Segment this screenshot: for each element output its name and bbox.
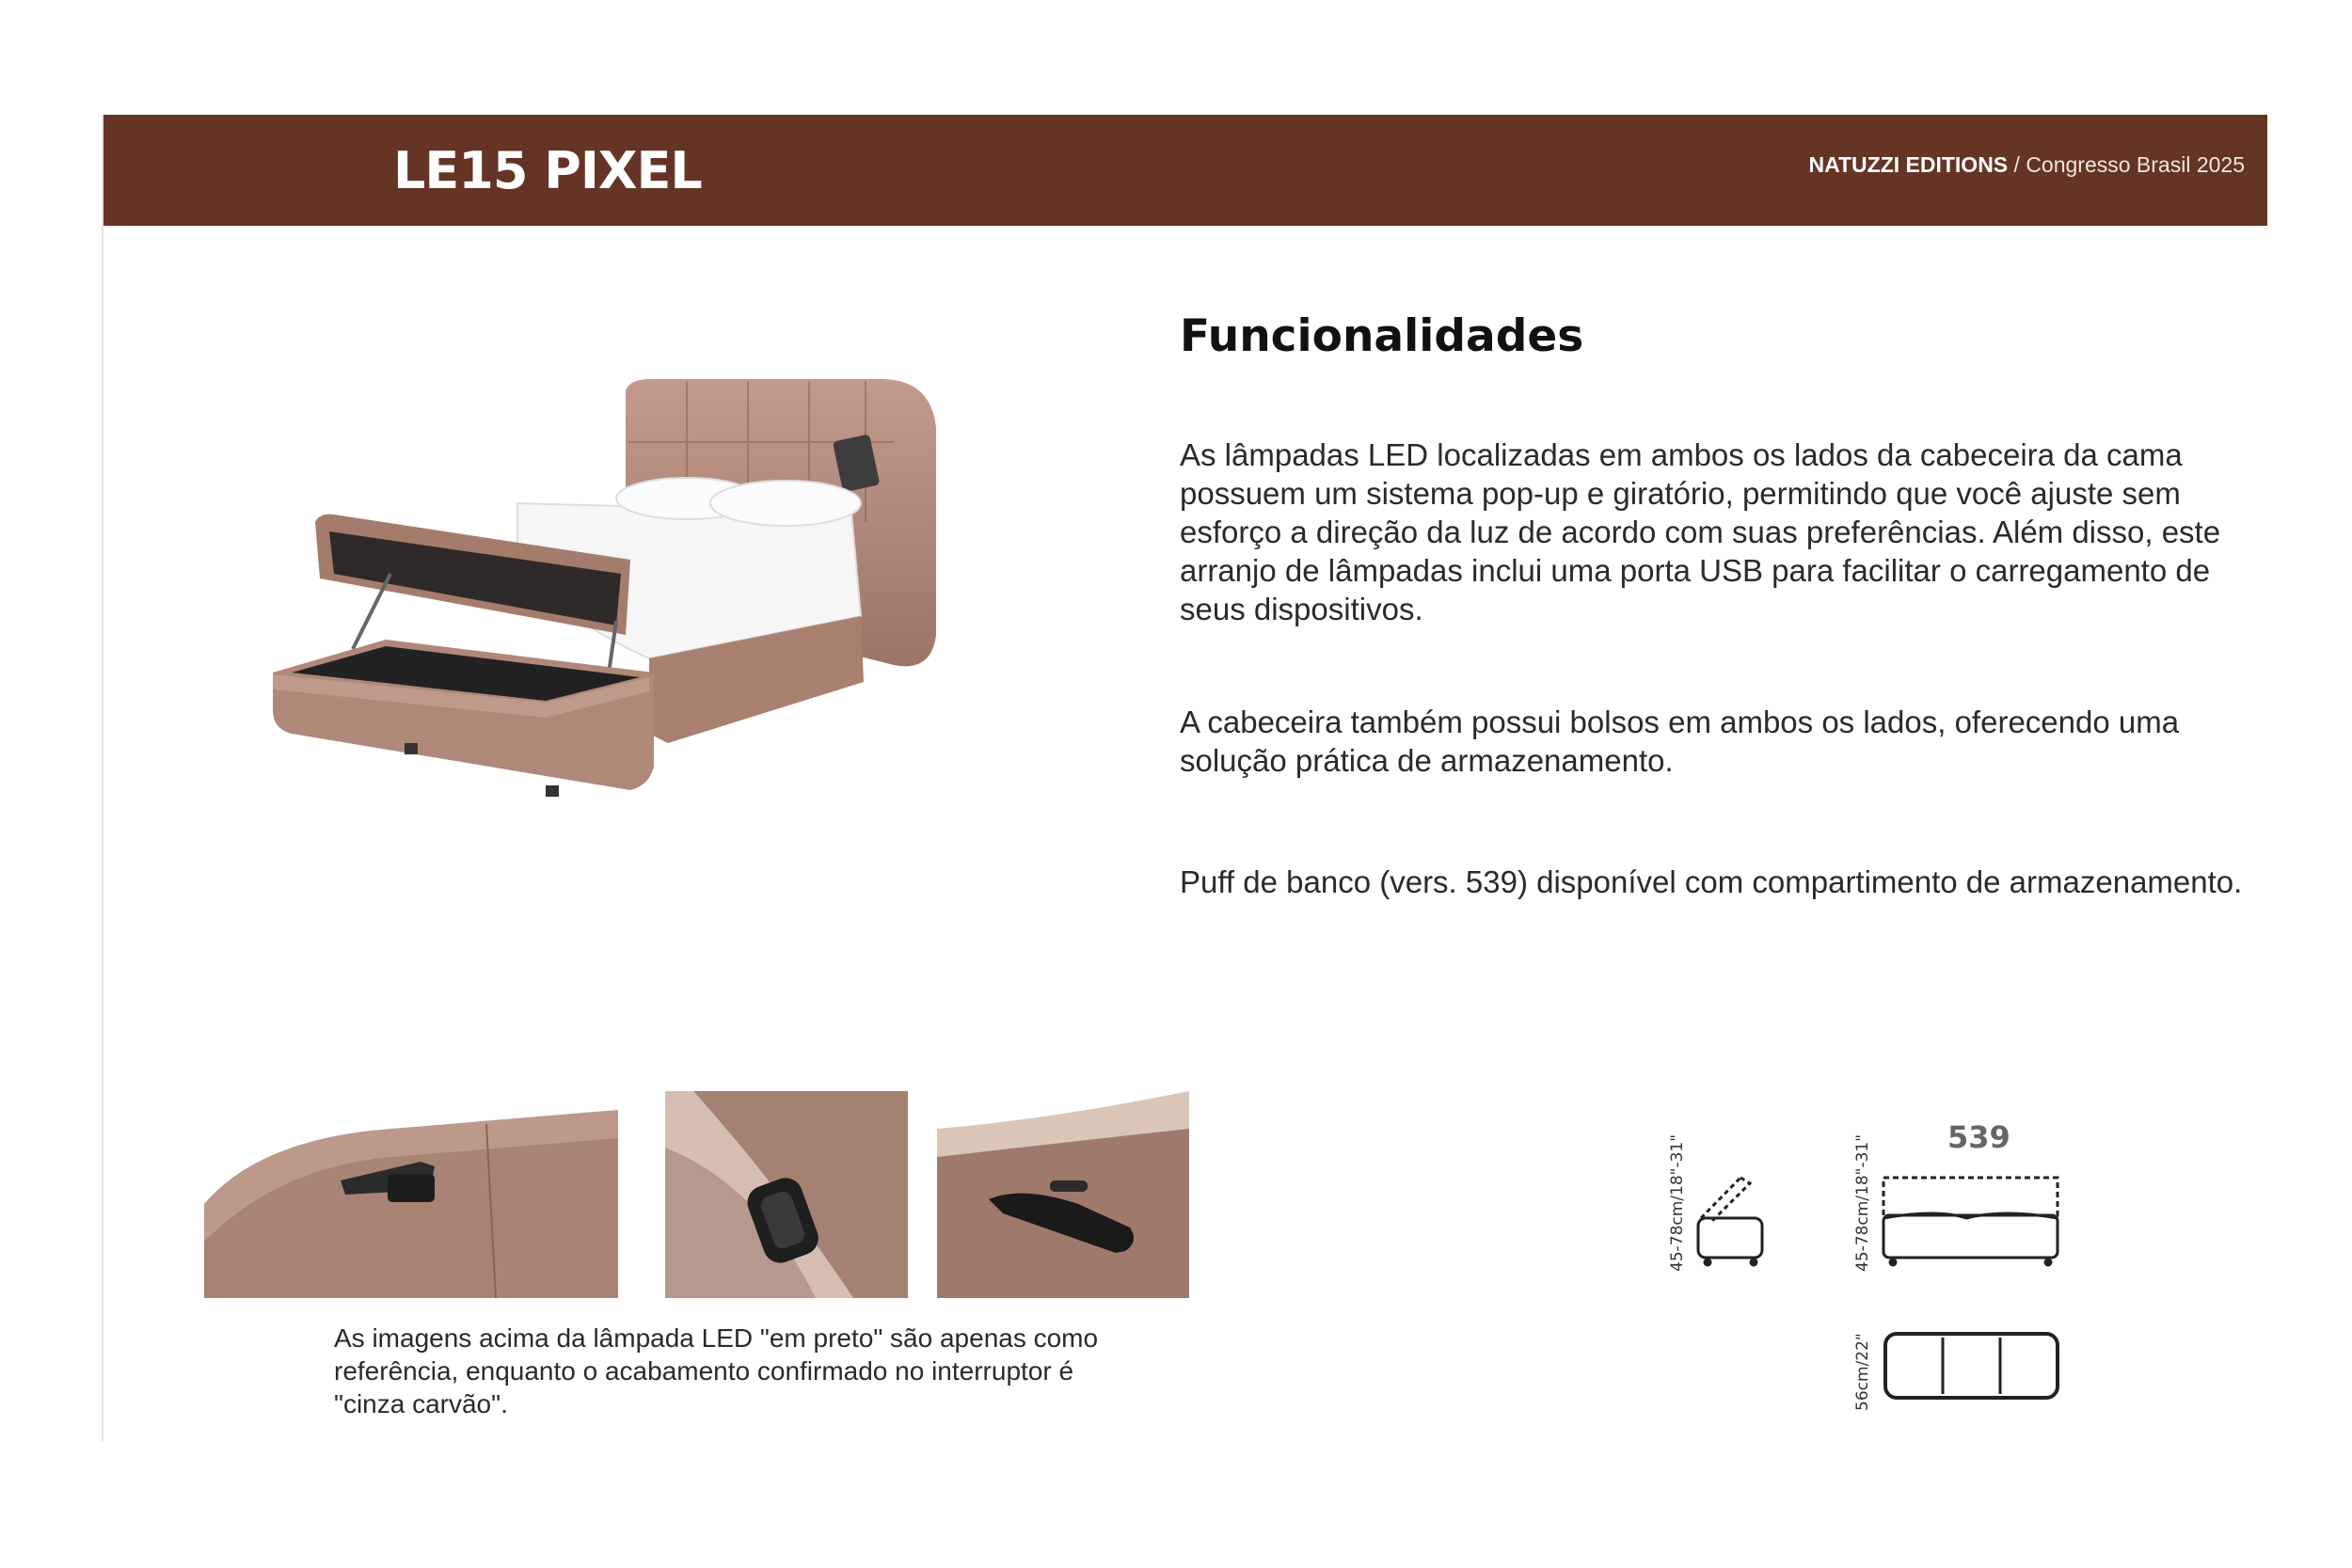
depth-label: 56cm/22" — [1853, 1333, 1872, 1411]
top-view-drawing — [1885, 1334, 2058, 1398]
led-lamp-closeup-3 — [937, 1091, 1189, 1298]
page-title: LE15 PIXEL — [393, 141, 702, 200]
bench-dimension-diagram — [1656, 1110, 2089, 1420]
led-lamp-closeup-1 — [204, 1101, 618, 1298]
section-title: Funcionalidades — [1180, 310, 1584, 362]
feature-paragraph-led: As lâmpadas LED localizadas em ambos os lados da cabeceira da cama possuem um sistema pop-up e giratório, permitindo que você ajuste sem esforço a direção da luz de acordo com suas preferências. Além disso, este arranjo de lâmpadas inclui uma porta USB para facilitar o carregamento de seus dispositivos. — [1180, 437, 2221, 626]
feature-paragraph-bench: Puff de banco (vers. 539) disponível com compartimento de armazenamento. — [1180, 864, 2243, 899]
front-view-drawing — [1883, 1178, 2058, 1265]
header-bar — [103, 115, 2267, 226]
header-brand-line — [1808, 152, 2245, 178]
side-view-drawing — [1698, 1178, 1762, 1265]
event-name: Congresso Brasil 2025 — [2026, 152, 2245, 177]
front-height-label: 45-78cm/18"-31" — [1853, 1133, 1872, 1272]
brand-separator: / — [2008, 152, 2026, 177]
image-caption: As imagens acima da lâmpada LED "em preto" são apenas como referência, enquanto o acabamento confirmado no interruptor é "cinza carvão". — [334, 1323, 1099, 1418]
model-number: 539 — [1947, 1119, 2010, 1155]
feature-paragraph-pockets: A cabeceira também possui bolsos em ambos os lados, oferecendo uma solução prática de armazenamento. — [1180, 705, 2180, 778]
brand-name: NATUZZI EDITIONS — [1808, 152, 2009, 177]
bed-image — [235, 372, 1091, 851]
slide-edge — [102, 115, 103, 1441]
side-height-label: 45-78cm/18"-31" — [1668, 1133, 1687, 1272]
led-lamp-closeup-2 — [665, 1091, 908, 1298]
